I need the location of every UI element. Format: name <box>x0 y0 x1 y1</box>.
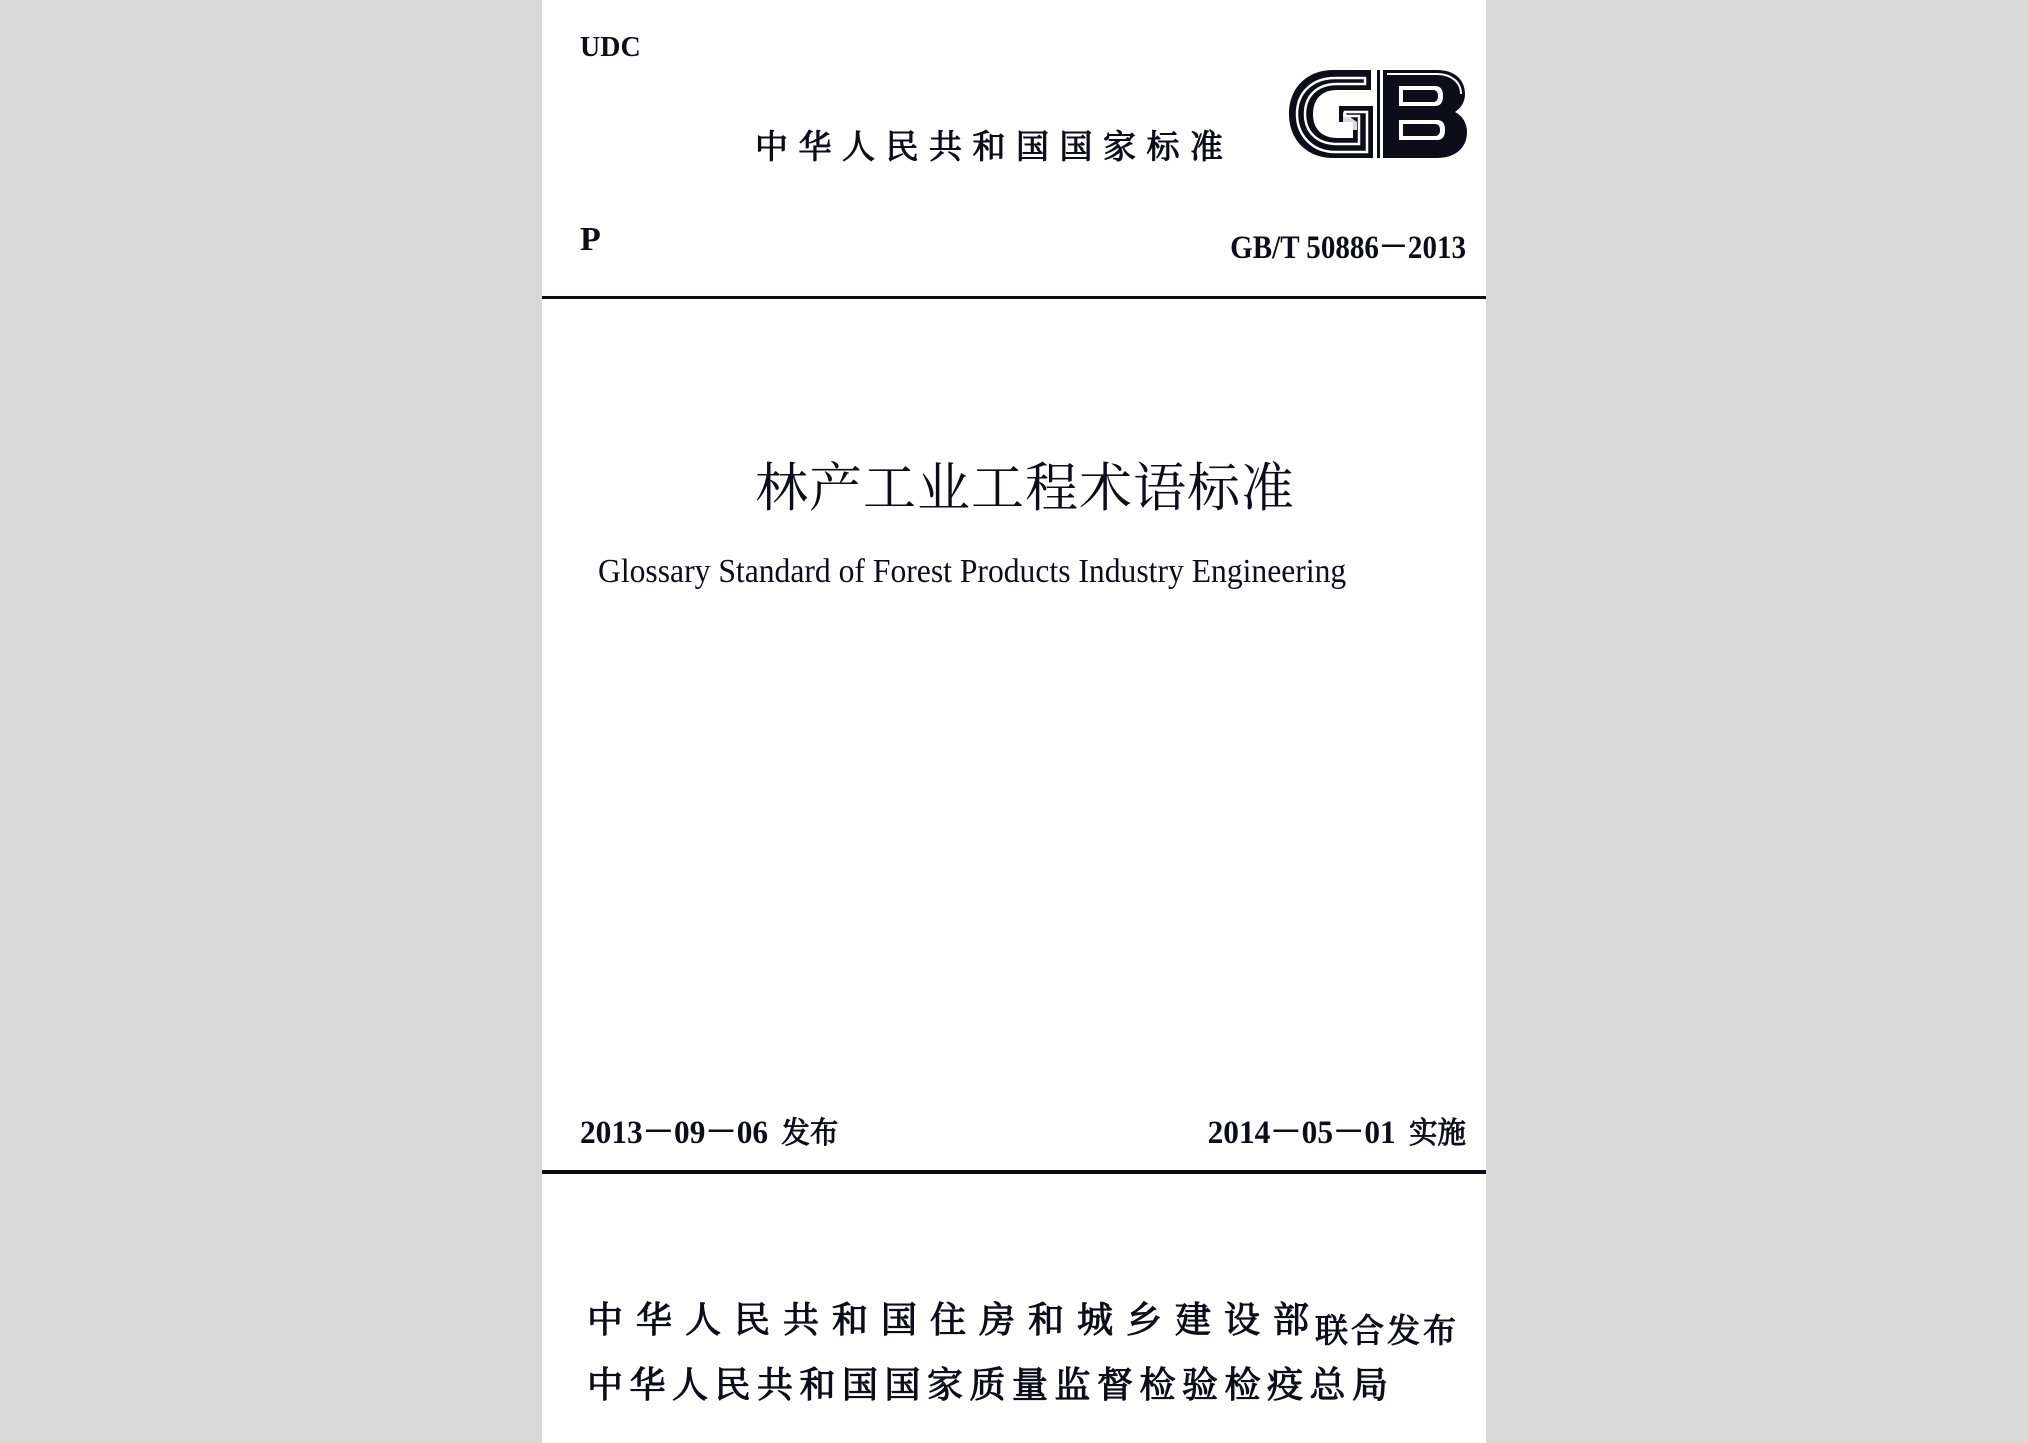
classification-code: P <box>580 221 601 258</box>
issue-label: 发布 <box>781 1116 839 1151</box>
issue-date-block <box>580 1106 838 1153</box>
document-title-english: Glossary Standard of Forest Products Industry Engineering <box>598 553 1347 590</box>
gb-logo-icon <box>1287 68 1469 160</box>
standard-number: GB/T 50886－2013 <box>1230 230 1466 266</box>
issuer-aqsiq: 中华人民共和国国家质量监督检验检疫总局 <box>587 1365 1395 1406</box>
standard-cover-page <box>542 0 1486 1443</box>
issue-date: 2013－09－06 <box>580 1115 769 1151</box>
implement-date: 2014－05－01 <box>1207 1115 1396 1151</box>
implement-label: 实施 <box>1409 1116 1466 1151</box>
bottom-divider <box>542 1170 1486 1174</box>
issuer-ministry-housing: 中华人民共和国住房和城乡建设部 <box>587 1300 1323 1341</box>
document-title-chinese: 林产工业工程术语标准 <box>755 460 1295 518</box>
national-standard-heading: 中华人民共和国国家标准 <box>755 127 1234 166</box>
joint-issue-label: 联合发布 <box>1315 1311 1459 1350</box>
top-divider <box>542 296 1486 299</box>
implement-date-block <box>1208 1106 1466 1153</box>
udc-label: UDC <box>580 32 641 63</box>
